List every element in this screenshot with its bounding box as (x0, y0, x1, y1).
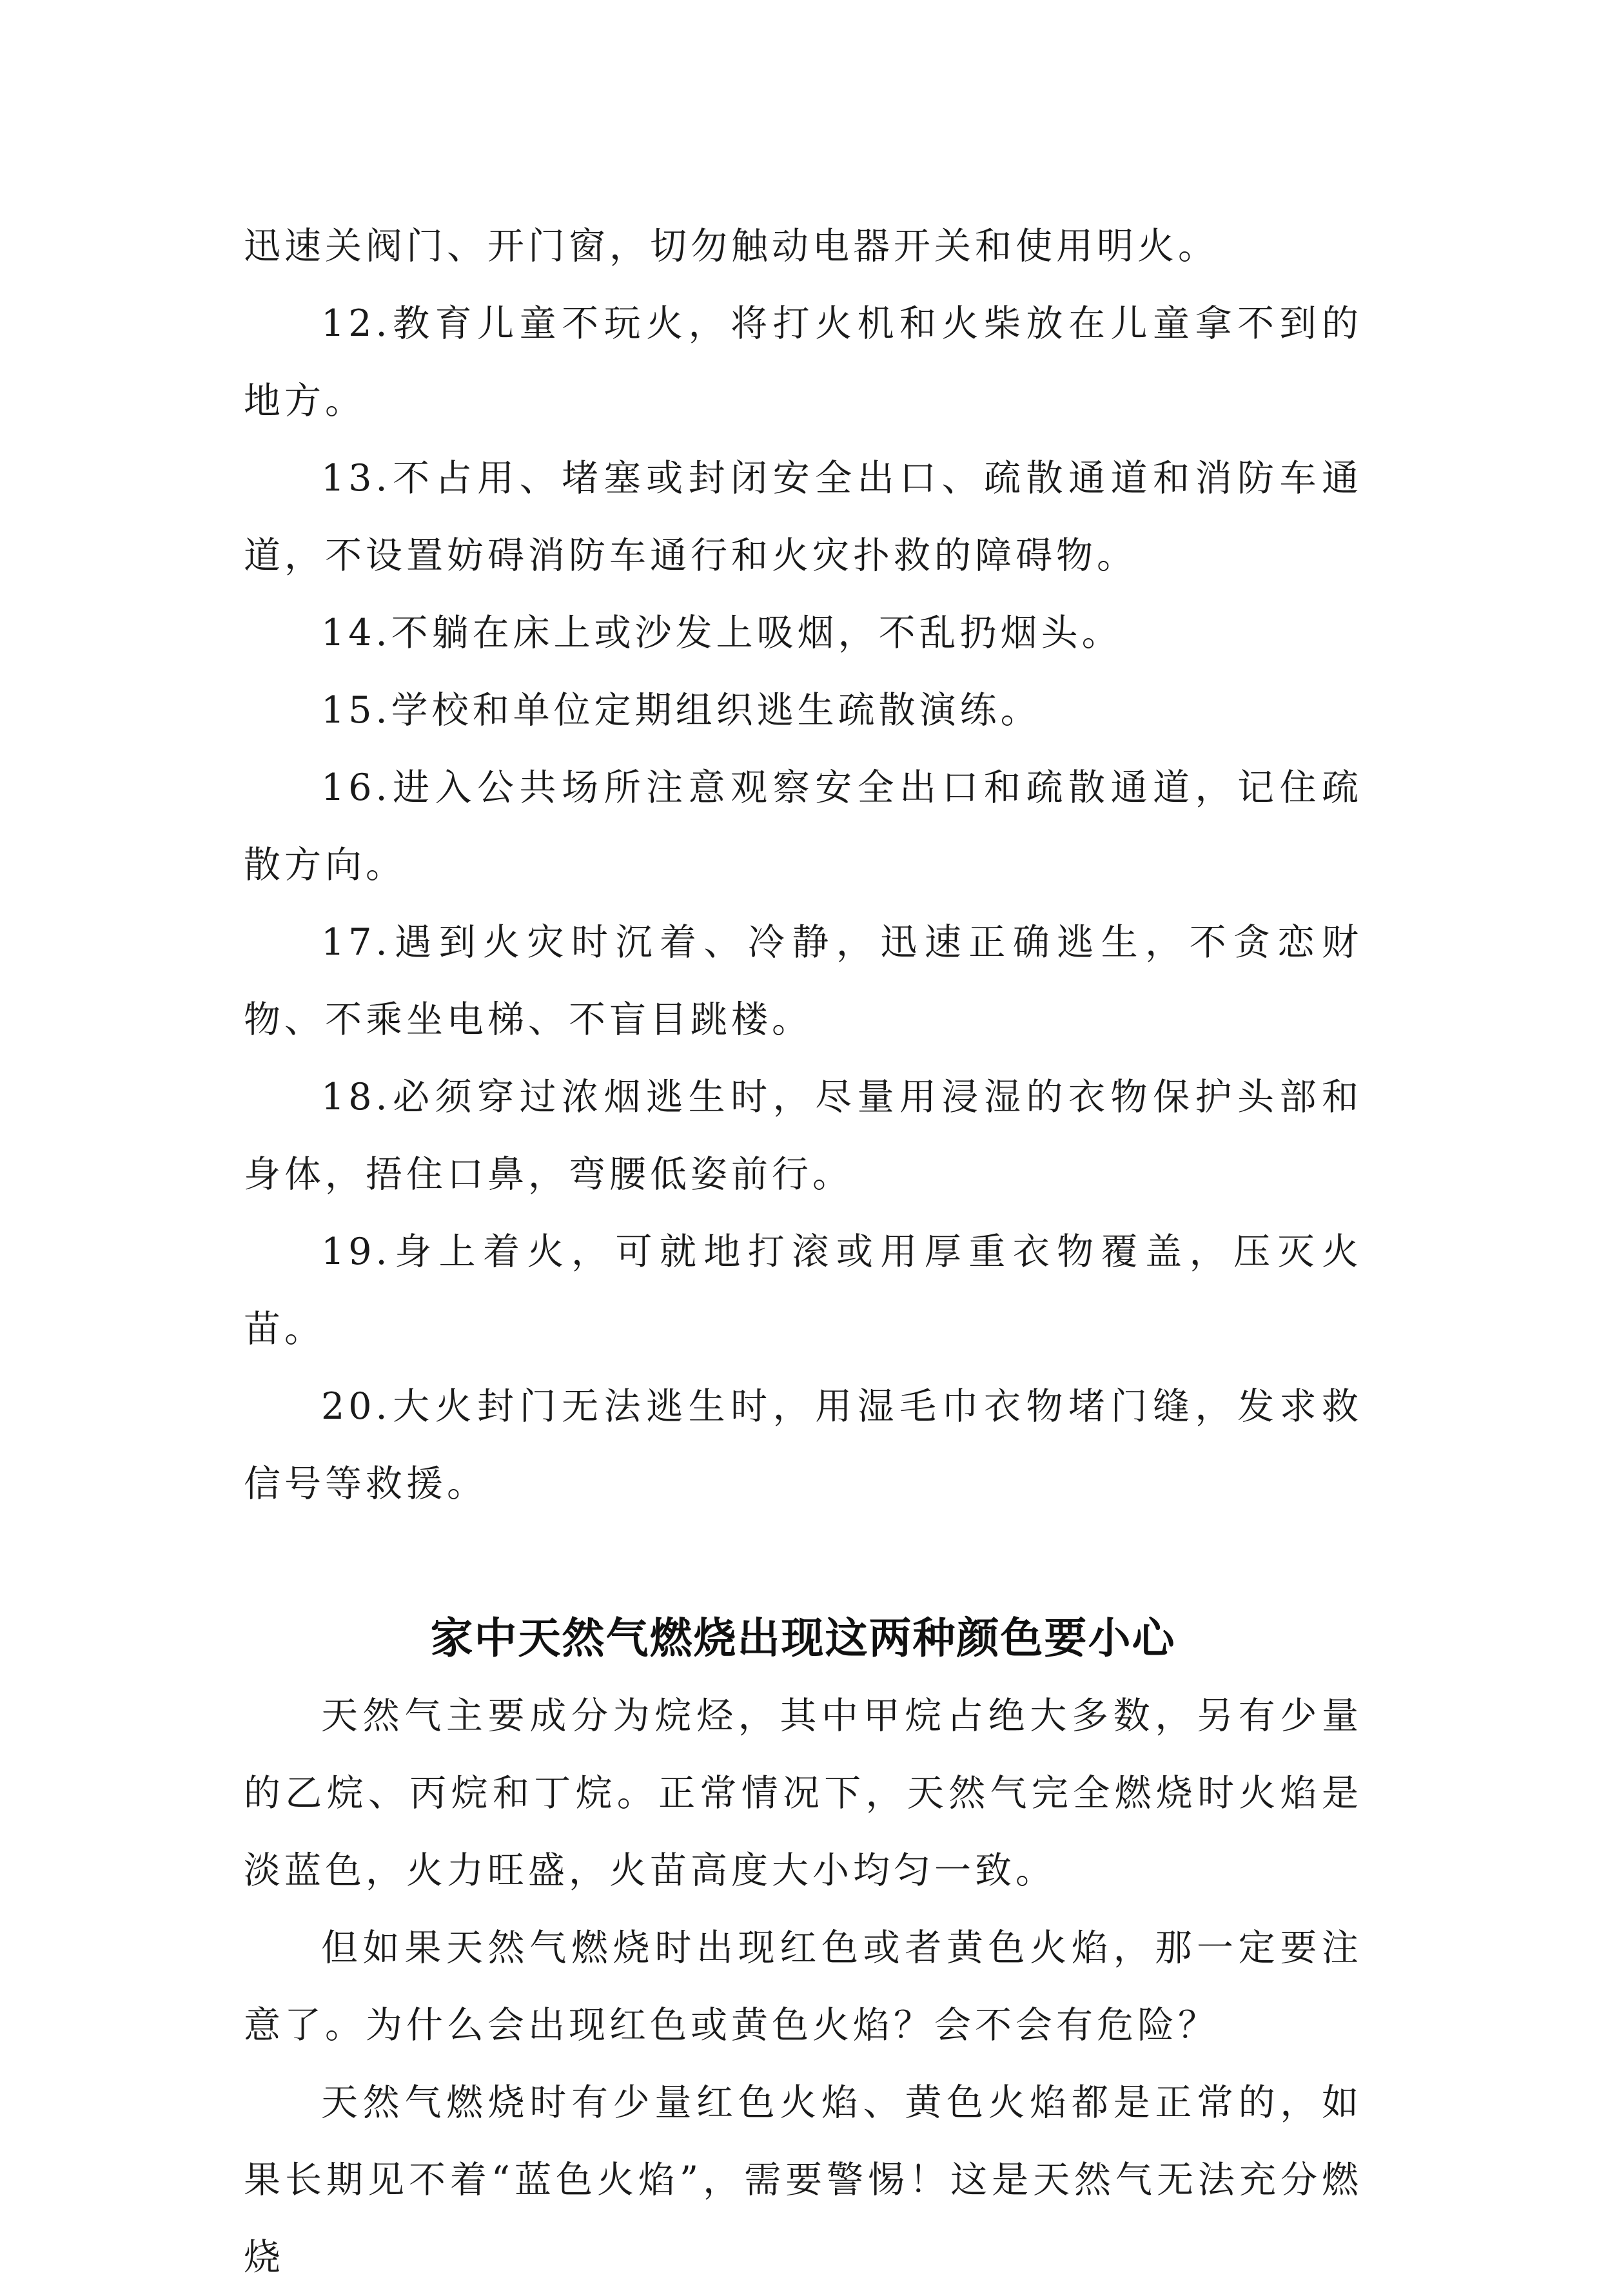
article-title: 家中天然气燃烧出现这两种颜色要小心 (430, 1613, 1176, 1663)
list-item-17: 17.遇到火灾时沉着、冷静，迅速正确逃生，不贪恋财物、不乘坐电梯、不盲目跳楼。 (244, 921, 1362, 1041)
list-item-19: 19.身上着火，可就地打滚或用厚重衣物覆盖，压灭火苗。 (244, 1231, 1362, 1350)
list-item-12: 12.教育儿童不玩火，将打火机和火柴放在儿童拿不到的地方。 (244, 302, 1362, 422)
article-paragraph-3: 天然气燃烧时有少量红色火焰、黄色火焰都是正常的，如果长期见不着“蓝色火焰”，需要警惕！这是天然气无法充分燃烧 (244, 2081, 1362, 2279)
list-item-18: 18.必须穿过浓烟逃生时，尽量用浸湿的衣物保护头部和身体，捂住口鼻，弯腰低姿前行。 (244, 1076, 1362, 1196)
list-item-14: 14.不躺在床上或沙发上吸烟，不乱扔烟头。 (321, 612, 1123, 654)
list-item-20: 20.大火封门无法逃生时，用湿毛巾衣物堵门缝，发求救信号等救援。 (244, 1385, 1362, 1505)
list-item-13: 13.不占用、堵塞或封闭安全出口、疏散通道和消防车通道，不设置妨碍消防车通行和火灾扑救的障碍物。 (244, 457, 1362, 577)
list-item-15: 15.学校和单位定期组织逃生疏散演练。 (321, 689, 1041, 732)
document-page (244, 208, 1362, 2296)
list-item-16: 16.进入公共场所注意观察安全出口和疏散通道，记住疏散方向。 (244, 766, 1362, 886)
article-paragraph-1: 天然气主要成分为烷烃，其中甲烷占绝大多数，另有少量的乙烷、丙烷和丁烷。正常情况下，天然气完全燃烧时火焰是淡蓝色，火力旺盛，火苗高度大小均匀一致。 (244, 1695, 1362, 1892)
article-paragraph-2: 但如果天然气燃烧时出现红色或者黄色火焰，那一定要注意了。为什么会出现红色或黄色火焰？会不会有危险？ (244, 1927, 1362, 2047)
list-continuation: 迅速关阀门、开门窗，切勿触动电器开关和使用明火。 (244, 225, 1219, 268)
